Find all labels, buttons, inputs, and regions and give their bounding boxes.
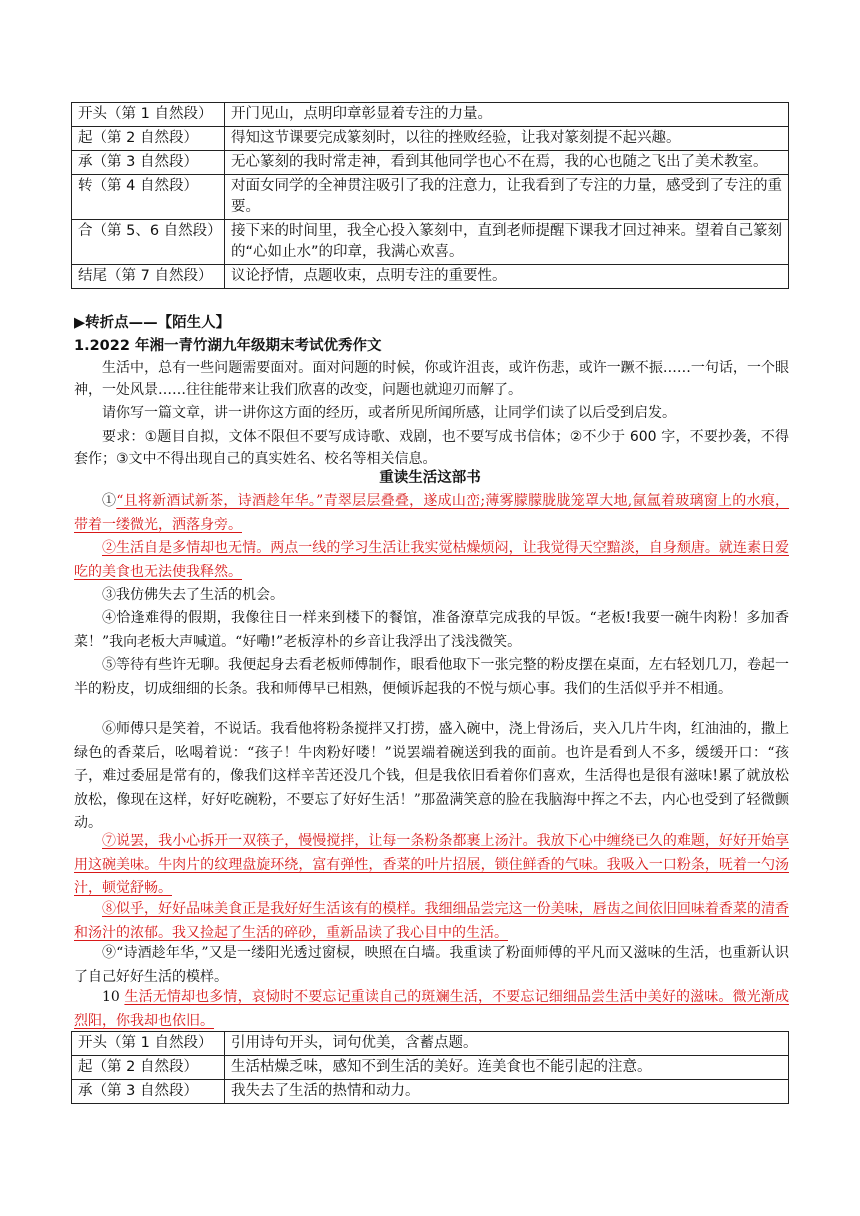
table-row [72, 1032, 789, 1056]
paragraph-number: 10 [102, 989, 125, 1005]
table-cell-key: 起（第 2 自然段） [72, 127, 225, 151]
table-row [72, 265, 789, 289]
table-cell-key: 承（第 3 自然段） [72, 151, 225, 175]
prompt-paragraph-2: 请你写一篇文章，讲一讲你这方面的经历，或者所见所闻所感，让同学们读了以后受到启发。 [102, 405, 676, 421]
essay-paragraph-9: ⑨“诗酒趁年华，”又是一缕阳光透过窗棂，映照在白墙。我重读了粉面师傅的平凡而又滋味的生活，也重新认识了自己好好生活的模样。 [74, 945, 789, 985]
essay-paragraph-4: ④恰逢难得的假期，我像往日一样来到楼下的餐馆，准备潦草完成我的早饭。“老板!我要一碗牛肉粉！多加香菜！”我向老板大声喊道。“好嘞!”老板淳朴的乡音让我浮出了浅浅微笑。 [74, 610, 789, 650]
table-row [72, 1080, 789, 1104]
table-cell-key: 承（第 3 自然段） [72, 1080, 225, 1104]
table-cell-value: 我失去了生活的热情和动力。 [225, 1080, 789, 1104]
exam-title: 1.2022 年湘一青竹湖九年级期末考试优秀作文 [74, 338, 382, 354]
essay-paragraph-10 [74, 986, 789, 1033]
table-cell-key: 开头（第 1 自然段） [72, 1032, 225, 1056]
prompt-paragraph-1: 生活中，总有一些问题需要面对。面对问题的时候，你或许沮丧，或许伤悲，或许一蹶不振……一句话，一个眼神，一处风景……往往能带来让我们欣喜的改变，问题也就迎刃而解了。 [74, 360, 789, 398]
table-cell-key: 开头（第 1 自然段） [72, 103, 225, 127]
table-row [72, 175, 789, 220]
table-cell-value: 生活枯燥乏味，感知不到生活的美好。连美食也不能引起的注意。 [225, 1056, 789, 1080]
structure-table-1 [71, 102, 789, 289]
essay-paragraph-3: ③我仿佛失去了生活的机会。 [102, 587, 284, 603]
highlighted-text: 生活无情却也多情，哀恸时不要忘记重读自己的斑斓生活，不要忘记细细品尝生活中美好的滋味。微光渐成烈阳，你我却也依旧。 [74, 989, 790, 1029]
table-row [72, 1056, 789, 1080]
table-cell-value: 议论抒情，点题收束，点明专注的重要性。 [225, 265, 789, 289]
section-heading: ▶转折点——【陌生人】 [74, 315, 231, 331]
table-cell-key: 转（第 4 自然段） [72, 175, 225, 220]
table-cell-key: 起（第 2 自然段） [72, 1056, 225, 1080]
table-cell-value: 开门见山，点明印章彰显着专注的力量。 [225, 103, 789, 127]
highlighted-text: “且将新酒试新茶，诗酒趁年华。”青翠层层叠叠，遂成山峦;薄雾朦朦胧胧笼罩大地,氤氲着玻璃窗上的水痕，带着一缕微光，洒落身旁。 [74, 493, 790, 533]
table-row [72, 220, 789, 265]
highlighted-text: ⑦说罢，我小心拆开一双筷子，慢慢搅拌，让每一条粉条都裹上汤汁。我放下心中缠绕已久的难题，好好开始享用这碗美味。牛肉片的纹理盘旋环绕，富有弹性，香菜的叶片招展，锁住鲜香的气味。我吸入一口粉条，呒着一勺汤汁，顿觉舒畅。 [74, 833, 789, 896]
highlighted-text: ⑧似乎，好好品味美食正是我好好生活该有的模样。我细细品尝完这一份美味，唇齿之间依旧回味着香菜的清香和汤汁的浓郁。我又捡起了生活的碎砂，重新品读了我心目中的生活。 [74, 901, 789, 941]
table-cell-value: 引用诗句开头，词句优美，含蓄点题。 [225, 1032, 789, 1056]
table-row [72, 151, 789, 175]
highlighted-text: ②生活自是多情却也无情。两点一线的学习生活让我实觉枯燥烦闷，让我觉得天空黯淡，自身颓唐。就连素日爱吃的美食也无法使我释然。 [74, 540, 789, 580]
structure-table-2 [71, 1031, 789, 1104]
essay-paragraph-1 [74, 490, 789, 537]
table-cell-value: 无心篆刻的我时常走神，看到其他同学也心不在焉，我的心也随之飞出了美术教室。 [225, 151, 789, 175]
essay-paragraph-7 [74, 830, 789, 901]
table-cell-value: 接下来的时间里，我全心投入篆刻中，直到老师提醒下课我才回过神来。望着自己篆刻的“心如止水”的印章，我满心欢喜。 [225, 220, 789, 265]
essay-paragraph-5: ⑤等待有些许无聊。我便起身去看老板师傅制作，眼看他取下一张完整的粉皮摆在桌面，左右轻划几刀，卷起一半的粉皮，切成细细的长条。我和师傅早已相熟，便倾诉起我的不悦与烦心事。我们的生活似乎并不相通。 [74, 657, 789, 697]
table-row [72, 127, 789, 151]
table-row [72, 103, 789, 127]
essay-paragraph-6: ⑥师傅只是笑着，不说话。我看他将粉条搅拌又打捞，盛入碗中，浇上骨汤后，夹入几片牛肉，红油油的，撒上绿色的香菜后，吆喝着说：“孩子！牛肉粉好喽！”说罢端着碗送到我的面前。也许是看到人不多，缓缓开口：“孩子，难过委屈是常有的，像我们这样辛苦还没几个钱，但是我依旧看着你们喜欢，生活得也是很有滋味!累了就放松放松，像现在这样，好好吃碗粉，不要忘了好好生活！”那盈满笑意的脸在我脑海中挥之不去，内心也受到了轻微颤动。 [74, 721, 789, 831]
table-cell-key: 合（第 5、6 自然段） [72, 220, 225, 265]
essay-paragraph-2 [74, 537, 789, 584]
prompt-paragraph-3: 要求：①题目自拟，文体不限但不要写成诗歌、戏剧，也不要写成书信体；②不少于 600 字，不要抄袭，不得套作；③文中不得出现自己的真实姓名、校名等相关信息。 [74, 429, 789, 467]
table-cell-key: 结尾（第 7 自然段） [72, 265, 225, 289]
essay-paragraph-8 [74, 898, 789, 945]
essay-title: 重读生活这部书 [379, 470, 481, 486]
table-cell-value: 得知这节课要完成篆刻时，以往的挫败经验，让我对篆刻提不起兴趣。 [225, 127, 789, 151]
table-cell-value: 对面女同学的全神贯注吸引了我的注意力，让我看到了专注的力量，感受到了专注的重要。 [225, 175, 789, 220]
paragraph-number: ① [102, 493, 117, 509]
